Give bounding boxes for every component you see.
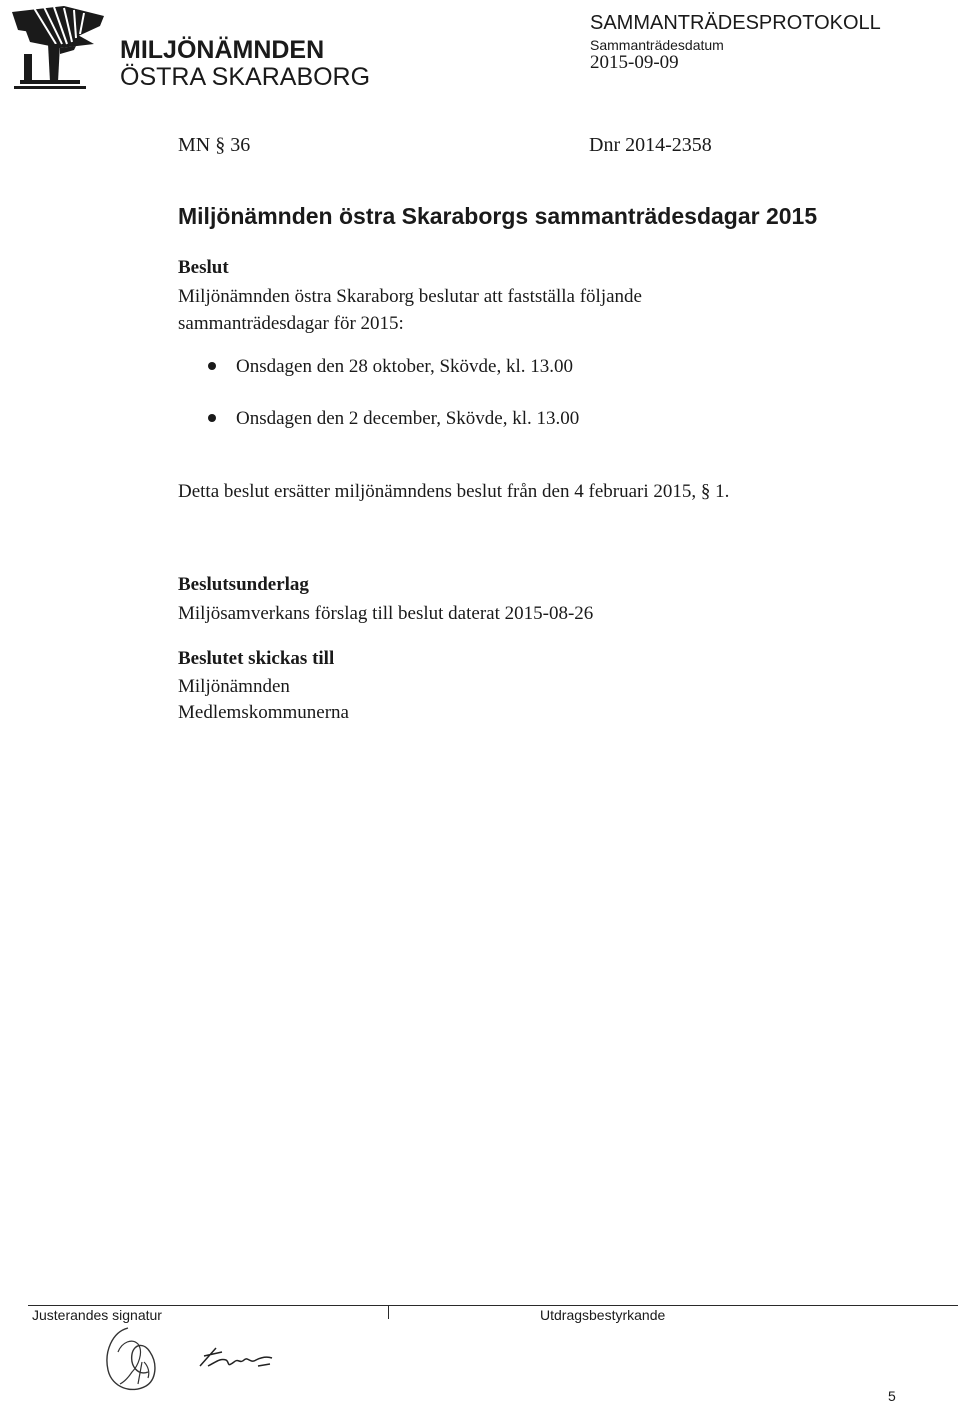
- list-item: [208, 356, 573, 378]
- adjuster-signature-label: Justerandes signatur: [32, 1307, 162, 1323]
- decision-basis-heading: Beslutsunderlag: [178, 574, 309, 595]
- footer-column-divider: [388, 1305, 389, 1319]
- extract-certification-label: Utdragsbestyrkande: [540, 1307, 666, 1323]
- document-title: Miljönämnden östra Skaraborgs sammanträdesdagar 2015: [178, 203, 818, 229]
- meeting-date-value: 2015-09-09: [590, 52, 679, 73]
- diary-number: Dnr 2014-2358: [589, 134, 712, 156]
- footer-divider-line: [28, 1305, 958, 1306]
- document-type: SAMMANTRÄDESPROTOKOLL: [590, 12, 881, 34]
- distribution-heading: Beslutet skickas till: [178, 648, 335, 669]
- organization-subtitle: ÖSTRA SKARABORG: [120, 63, 371, 91]
- handwritten-initials-icon: [196, 1342, 286, 1372]
- decision-heading: Beslut: [178, 257, 229, 278]
- bullet-icon: [208, 414, 216, 422]
- distribution-recipient: Medlemskommunerna: [178, 702, 349, 723]
- decision-basis-text: Miljösamverkans förslag till beslut daterat 2015-08-26: [178, 603, 594, 624]
- replaces-statement: Detta beslut ersätter miljönämndens beslut från den 4 februari 2015, § 1.: [178, 481, 730, 502]
- handwritten-signature-icon: [98, 1322, 176, 1398]
- meeting-date-label: Sammanträdesdatum: [590, 37, 724, 53]
- section-reference: MN § 36: [178, 134, 251, 156]
- bullet-icon: [208, 362, 216, 370]
- decision-text: Miljönämnden östra Skaraborg beslutar att fastställa följande sammanträdesdagar för 2015:: [178, 286, 642, 334]
- tree-logo-icon: [4, 4, 108, 94]
- list-item-text: Onsdagen den 28 oktober, Skövde, kl. 13.00: [236, 356, 573, 377]
- distribution-recipient: Miljönämnden: [178, 676, 290, 697]
- page-number: 5: [888, 1388, 896, 1404]
- list-item: [208, 408, 579, 430]
- organization-name: MILJÖNÄMNDEN: [120, 36, 325, 64]
- list-item-text: Onsdagen den 2 december, Skövde, kl. 13.00: [236, 408, 580, 429]
